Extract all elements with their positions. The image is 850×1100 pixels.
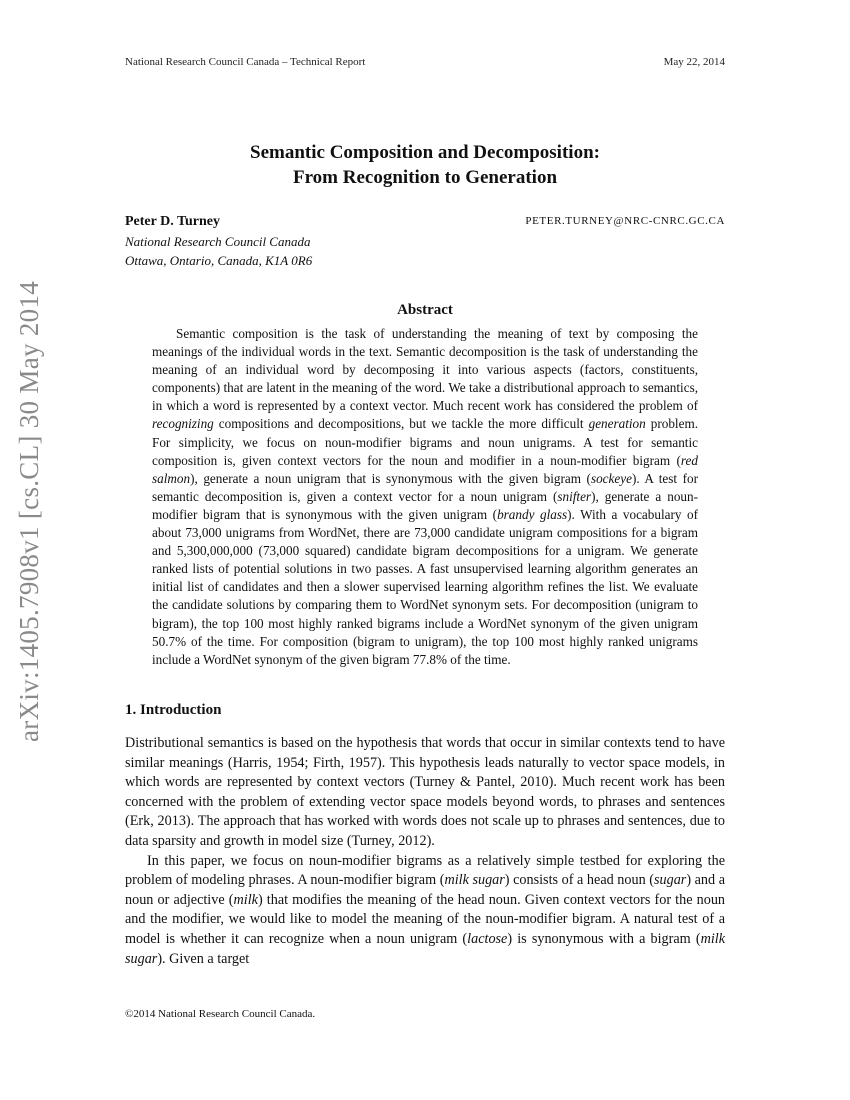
abstract-body [152, 325, 698, 669]
intro-text: ). Given a target [157, 950, 250, 967]
running-header-left: National Research Council Canada – Technical Report [125, 56, 366, 68]
intro-text: ) and a noun or adjective ( [125, 872, 725, 908]
intro-emphasis: milk sugar [444, 872, 505, 889]
abstract-text: problem. For simplicity, we focus on noun-modifier bigrams and noun unigrams. A test for semantic composition is, given context vectors for the noun and modifier in a noun-modifier bigram ( [152, 416, 698, 468]
author-address: Ottawa, Ontario, Canada, K1A 0R6 [125, 253, 313, 268]
abstract-emphasis: red salmon [152, 452, 698, 486]
section-heading-introduction: 1. Introduction [125, 702, 222, 718]
intro-emphasis: sugar [653, 872, 687, 889]
abstract-text: ). A test for semantic decomposition is, given a context vector for a noun unigram ( [152, 470, 698, 504]
author-email: PETER.TURNEY@NRC-CNRC.GC.CA [525, 215, 725, 227]
arxiv-identifier-stamp: arXiv:1405.7908v1 [cs.CL] 30 May 2014 [14, 280, 44, 742]
abstract-text: Semantic composition is the task of understanding the meaning of text by composing the meanings of the individual words in the text. Semantic decomposition is the task of understanding the meaning of an individual word by decomposing it into various aspects (factors, constituents, components) that are latent in the meaning of the word. We take a distributional approach to semantics, in which a word is represented by a context vector. Much recent work has considered the problem of [152, 326, 698, 414]
intro-text: In this paper, we focus on noun-modifier bigrams as a relatively simple testbed for exploring the problem of modeling phrases. A noun-modifier bigram ( [125, 852, 725, 889]
title-line-1: Semantic Composition and Decomposition: [250, 142, 600, 163]
title-line-2: From Recognition to Generation [292, 167, 558, 188]
intro-emphasis: milk [233, 891, 258, 908]
abstract-emphasis: brandy glass [497, 506, 568, 522]
abstract-emphasis: recognizing [152, 416, 214, 432]
intro-text: ) is synonymous with a bigram ( [507, 930, 701, 947]
abstract-text: ), generate a noun unigram that is synonymous with the given bigram ( [190, 470, 591, 486]
introduction-body [125, 734, 725, 969]
abstract-text: compositions and decompositions, but we tackle the more difficult [213, 416, 589, 432]
intro-paragraph-2 [125, 852, 725, 970]
paper-title [125, 140, 725, 190]
intro-text: ) consists of a head noun ( [504, 872, 654, 889]
intro-paragraph-1: Distributional semantics is based on the hypothesis that words that occur in similar contexts tend to have similar meanings (Harris, 1954; Firth, 1957). This hypothesis leads naturally to vector space models, in which words are represented by context vectors (Turney & Pantel, 2010). Much recent work has been concerned with the problem of extending vector space models beyond words, to phrases and sentences (Erk, 2013). The approach that has worked with words does not scale up to phrases and sentences, due to data sparsity and growth in model size (Turney, 2012). [125, 735, 725, 849]
copyright-footer: ©2014 National Research Council Canada. [125, 1008, 316, 1020]
abstract-emphasis: sockeye [590, 470, 632, 486]
running-header-date: May 22, 2014 [663, 56, 725, 68]
intro-emphasis: lactose [467, 930, 508, 947]
author-name: Peter D. Turney [125, 214, 221, 229]
abstract-heading: Abstract [397, 302, 453, 318]
author-affiliation: National Research Council Canada [125, 234, 311, 249]
abstract-text: ), generate a noun-modifier bigram that is synonymous with the given unigram ( [152, 488, 698, 522]
intro-text: ) that modifies the meaning of the head noun. Given context vectors for the noun and the modifier, we would like to model the meaning of the noun-modifier bigram. A natural test of a model is whether it can recognize when a noun unigram ( [125, 891, 726, 947]
author-block [125, 212, 725, 270]
intro-emphasis: milk sugar [125, 930, 726, 967]
abstract-emphasis: snifter [557, 488, 592, 504]
abstract-emphasis: generation [588, 416, 646, 432]
abstract-text: ). With a vocabulary of about 73,000 unigrams from WordNet, there are 73,000 candidate unigram compositions for a bigram and 5,300,000,000 (73,000 squared) candidate bigram decompositions for a unigram. We generate ranked lists of potential solutions in two passes. A fast unsupervised learning algorithm generates an initial list of candidates and then a slower supervised learning algorithm refines the list. We evaluate the candidate solutions by comparing them to WordNet synonym sets. For decomposition (unigram to bigram), the top 100 most highly ranked bigrams include a WordNet synonym of the given unigram 50.7% of the time. For composition (bigram to unigram), the top 100 most highly ranked unigrams include a WordNet synonym of the given bigram 77.8% of the time. [152, 506, 698, 667]
